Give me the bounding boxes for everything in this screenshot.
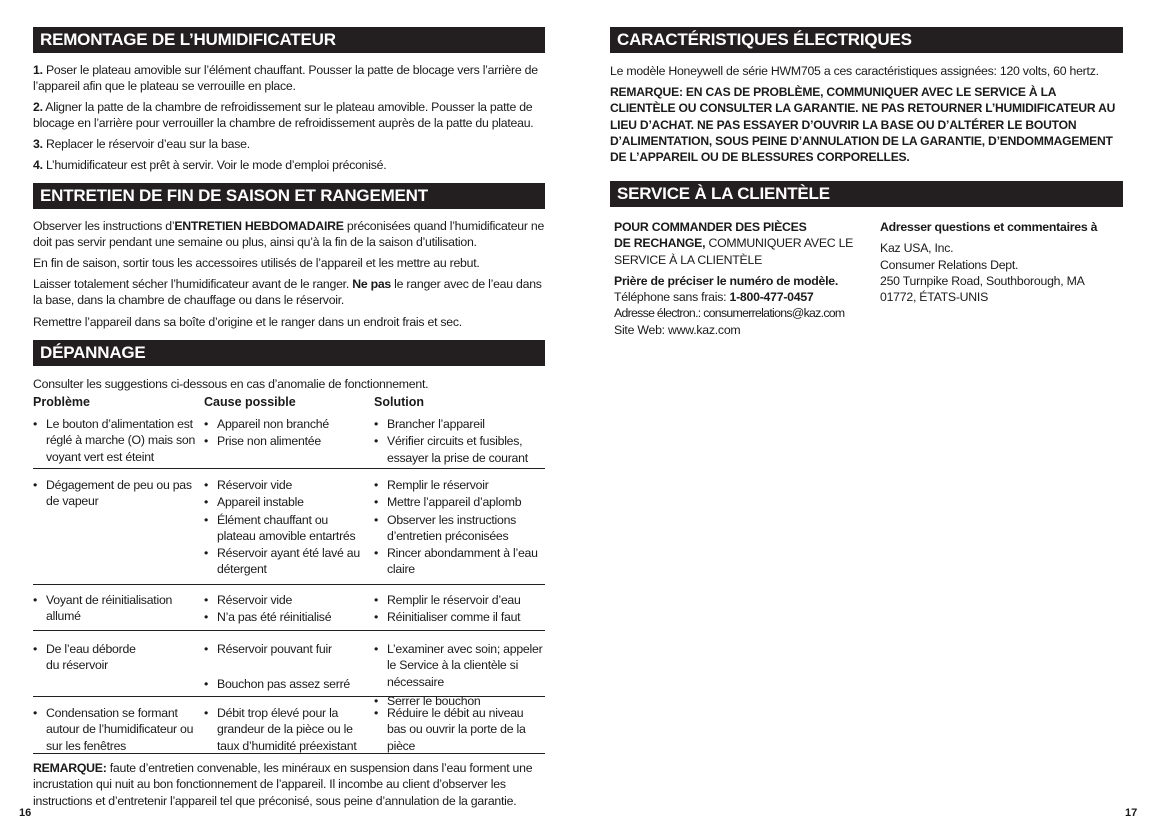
cause-item: • Appareil non branché [204, 416, 369, 432]
cause-item: • Réservoir vide [204, 592, 369, 608]
address-line: 250 Turnpike Road, Southborough, MA [880, 273, 1085, 288]
address-block [880, 219, 1125, 305]
cause-cell [204, 641, 369, 696]
order-parts-line-2: DE RECHANGE, COMMUNIQUER AVEC LE SERVICE À LA CLIENTÈLE [614, 236, 854, 267]
depannage-heading: DÉPANNAGE [33, 340, 545, 366]
remontage-heading: REMONTAGE DE L’HUMIDIFICATEUR [33, 27, 545, 53]
solution-item: • Brancher l’appareil [374, 416, 542, 432]
cause-cell [204, 416, 369, 450]
email-line: Adresse électron.: consumerrelations@kaz.com [614, 306, 845, 321]
remontage-step-4: 4. L’humidificateur est prêt à servir. Voir le mode d’emploi préconisé. [33, 158, 387, 172]
address-heading: Adresser questions et commentaires à [880, 220, 1098, 234]
table-row [33, 705, 545, 754]
solution-cell [374, 416, 542, 466]
solution-item: • L’examiner avec soin; appeler le Service à la clientèle si nécessaire [374, 641, 546, 690]
cause-item: • Appareil instable [204, 494, 369, 510]
cause-item: • Réservoir pouvant fuir [204, 641, 369, 657]
cause-cell [204, 705, 364, 754]
solution-item: • Réduire le débit au niveau bas ou ouvrir la porte de la pièce [374, 705, 539, 754]
cause-item: • Bouchon pas assez serré [204, 676, 369, 692]
problem-cell [33, 705, 201, 754]
cause-item: • Débit trop élevé pour la grandeur de la pièce ou le taux d’humidité préexistant [204, 705, 364, 754]
entretien-heading: ENTRETIEN DE FIN DE SAISON ET RANGEMENT [33, 183, 545, 209]
cause-cell [204, 477, 369, 578]
order-parts-line-1: POUR COMMANDER DES PIÈCES [614, 220, 807, 234]
phone-line: Téléphone sans frais: 1-800-477-0457 [614, 290, 814, 305]
address-line: Consumer Relations Dept. [880, 257, 1019, 272]
electrical-rating: Le modèle Honeywell de série HWM705 a ces caractéristiques assignées: 120 volts, 60 hertz. [610, 64, 1099, 78]
depannage-note: REMARQUE: faute d’entretien convenable, les minéraux en suspension dans l’eau forment une incrustation qui nuit au bon fonctionnement de l’appareil. Il incombe au client d’observer les instructions et d’entretenir l’appareil tel que préconisé, sous peine d’annulation de la garantie. [33, 761, 533, 808]
solution-cell [374, 592, 542, 626]
solution-item: • Remplir le réservoir [374, 477, 542, 493]
address-line: 01772, ÉTATS-UNIS [880, 290, 989, 305]
problem-item: • Voyant de réinitialisation allumé [33, 592, 201, 625]
depannage-intro: Consulter les suggestions ci-dessous en cas d’anomalie de fonctionnement. [33, 377, 429, 391]
solution-cell [374, 477, 542, 578]
cause-item: • N’a pas été réinitialisé [204, 609, 369, 625]
cause-item: • Prise non alimentée [204, 433, 369, 449]
page-number-left: 16 [19, 807, 32, 819]
solution-item: • Remplir le réservoir d’eau [374, 592, 542, 608]
website-line: Site Web: www.kaz.com [614, 322, 741, 337]
table-row [33, 477, 545, 585]
solution-cell [374, 641, 546, 709]
solution-item: • Observer les instructions d’entretien préconisées [374, 512, 542, 545]
problem-item: • De l’eau déborde du réservoir [33, 641, 141, 674]
address-line: Kaz USA, Inc. [880, 241, 954, 256]
remontage-step-3: 3. Replacer le réservoir d’eau sur la base. [33, 137, 250, 151]
electrical-warning: REMARQUE: EN CAS DE PROBLÈME, COMMUNIQUER AVEC LE SERVICE À LA CLIENTÈLE OU CONSULTER LA GARANTIE. NE PAS RETOURNER L’HUMIDIFICATEUR AU LIEU D’ACHAT. NE PAS ESSAYER D’OUVRIR LA BASE OU D’ALTÉRER LE BOUTON D’ALIMENTATION, SOUS PEINE D’ANNULATION DE LA GARANTIE, D’ENDOMMAGEMENT DE L’APPAREIL OU DE BLESSURES CORPORELLES. [610, 85, 1116, 165]
problem-cell [33, 592, 201, 625]
problem-item: • Le bouton d’alimentation est réglé à marche (O) mais son voyant vert est éteint [33, 416, 201, 465]
problem-item: • Dégagement de peu ou pas de vapeur [33, 477, 201, 510]
table-row [33, 641, 545, 708]
entretien-paragraph-4: Remettre l’appareil dans sa boîte d’origine et le ranger dans un endroit frais et sec. [33, 315, 462, 329]
column-header-problem: Problème [33, 395, 90, 409]
model-note: Prière de préciser le numéro de modèle. [614, 273, 838, 288]
column-header-cause: Cause possible [204, 395, 296, 409]
solution-cell [374, 705, 539, 754]
service-heading: SERVICE À LA CLIENTÈLE [610, 181, 1123, 207]
problem-cell [33, 416, 201, 465]
table-row [33, 592, 545, 631]
problem-cell [33, 641, 201, 674]
cause-item: • Réservoir ayant été lavé au détergent [204, 545, 369, 578]
entretien-paragraph-3: Laisser totalement sécher l’humidificateur avant de le ranger. Ne pas le ranger avec de l’eau dans la base, dans la chambre de chauffage ou dans le réservoir. [33, 277, 542, 308]
remontage-step-2: 2. Aligner la patte de la chambre de refroidissement sur le plateau amovible. Pousser la patte de blocage en l’arrière pour verrouiller la chambre de refroidissement auprès de la patte du plateau. [33, 100, 534, 131]
problem-cell [33, 477, 201, 510]
solution-item: • Vérifier circuits et fusibles, essayer la prise de courant [374, 433, 542, 466]
solution-item: • Serrer le bouchon [374, 693, 546, 709]
page-number-right: 17 [1125, 807, 1138, 819]
cause-cell [204, 592, 369, 626]
electrical-heading: CARACTÉRISTIQUES ÉLECTRIQUES [610, 27, 1123, 53]
cause-item: • Élément chauffant ou plateau amovible entartrés [204, 512, 369, 545]
entretien-paragraph-1: Observer les instructions d’ENTRETIEN HEBDOMADAIRE préconisées quand l’humidificateur ne doit pas servir pendant une semaine ou plus, ainsi qu’à la fin de la saison d’utilisation. [33, 219, 545, 250]
remontage-step-1: 1. Poser le plateau amovible sur l’élément chauffant. Pousser la patte de blocage vers l’arrière de l’appareil afin que le plateau se verrouille en place. [33, 63, 538, 94]
order-parts-block [614, 219, 864, 338]
solution-item: • Mettre l’appareil d’aplomb [374, 494, 542, 510]
cause-item: • Réservoir vide [204, 477, 369, 493]
solution-item: • Rincer abondamment à l’eau claire [374, 545, 542, 578]
solution-item: • Réinitialiser comme il faut [374, 609, 542, 625]
problem-item: • Condensation se formant autour de l’humidificateur ou sur les fenêtres [33, 705, 201, 754]
column-header-solution: Solution [374, 395, 424, 409]
table-row [33, 416, 545, 469]
entretien-paragraph-2: En fin de saison, sortir tous les accessoires utilisés de l’appareil et les mettre au rebut. [33, 256, 480, 270]
